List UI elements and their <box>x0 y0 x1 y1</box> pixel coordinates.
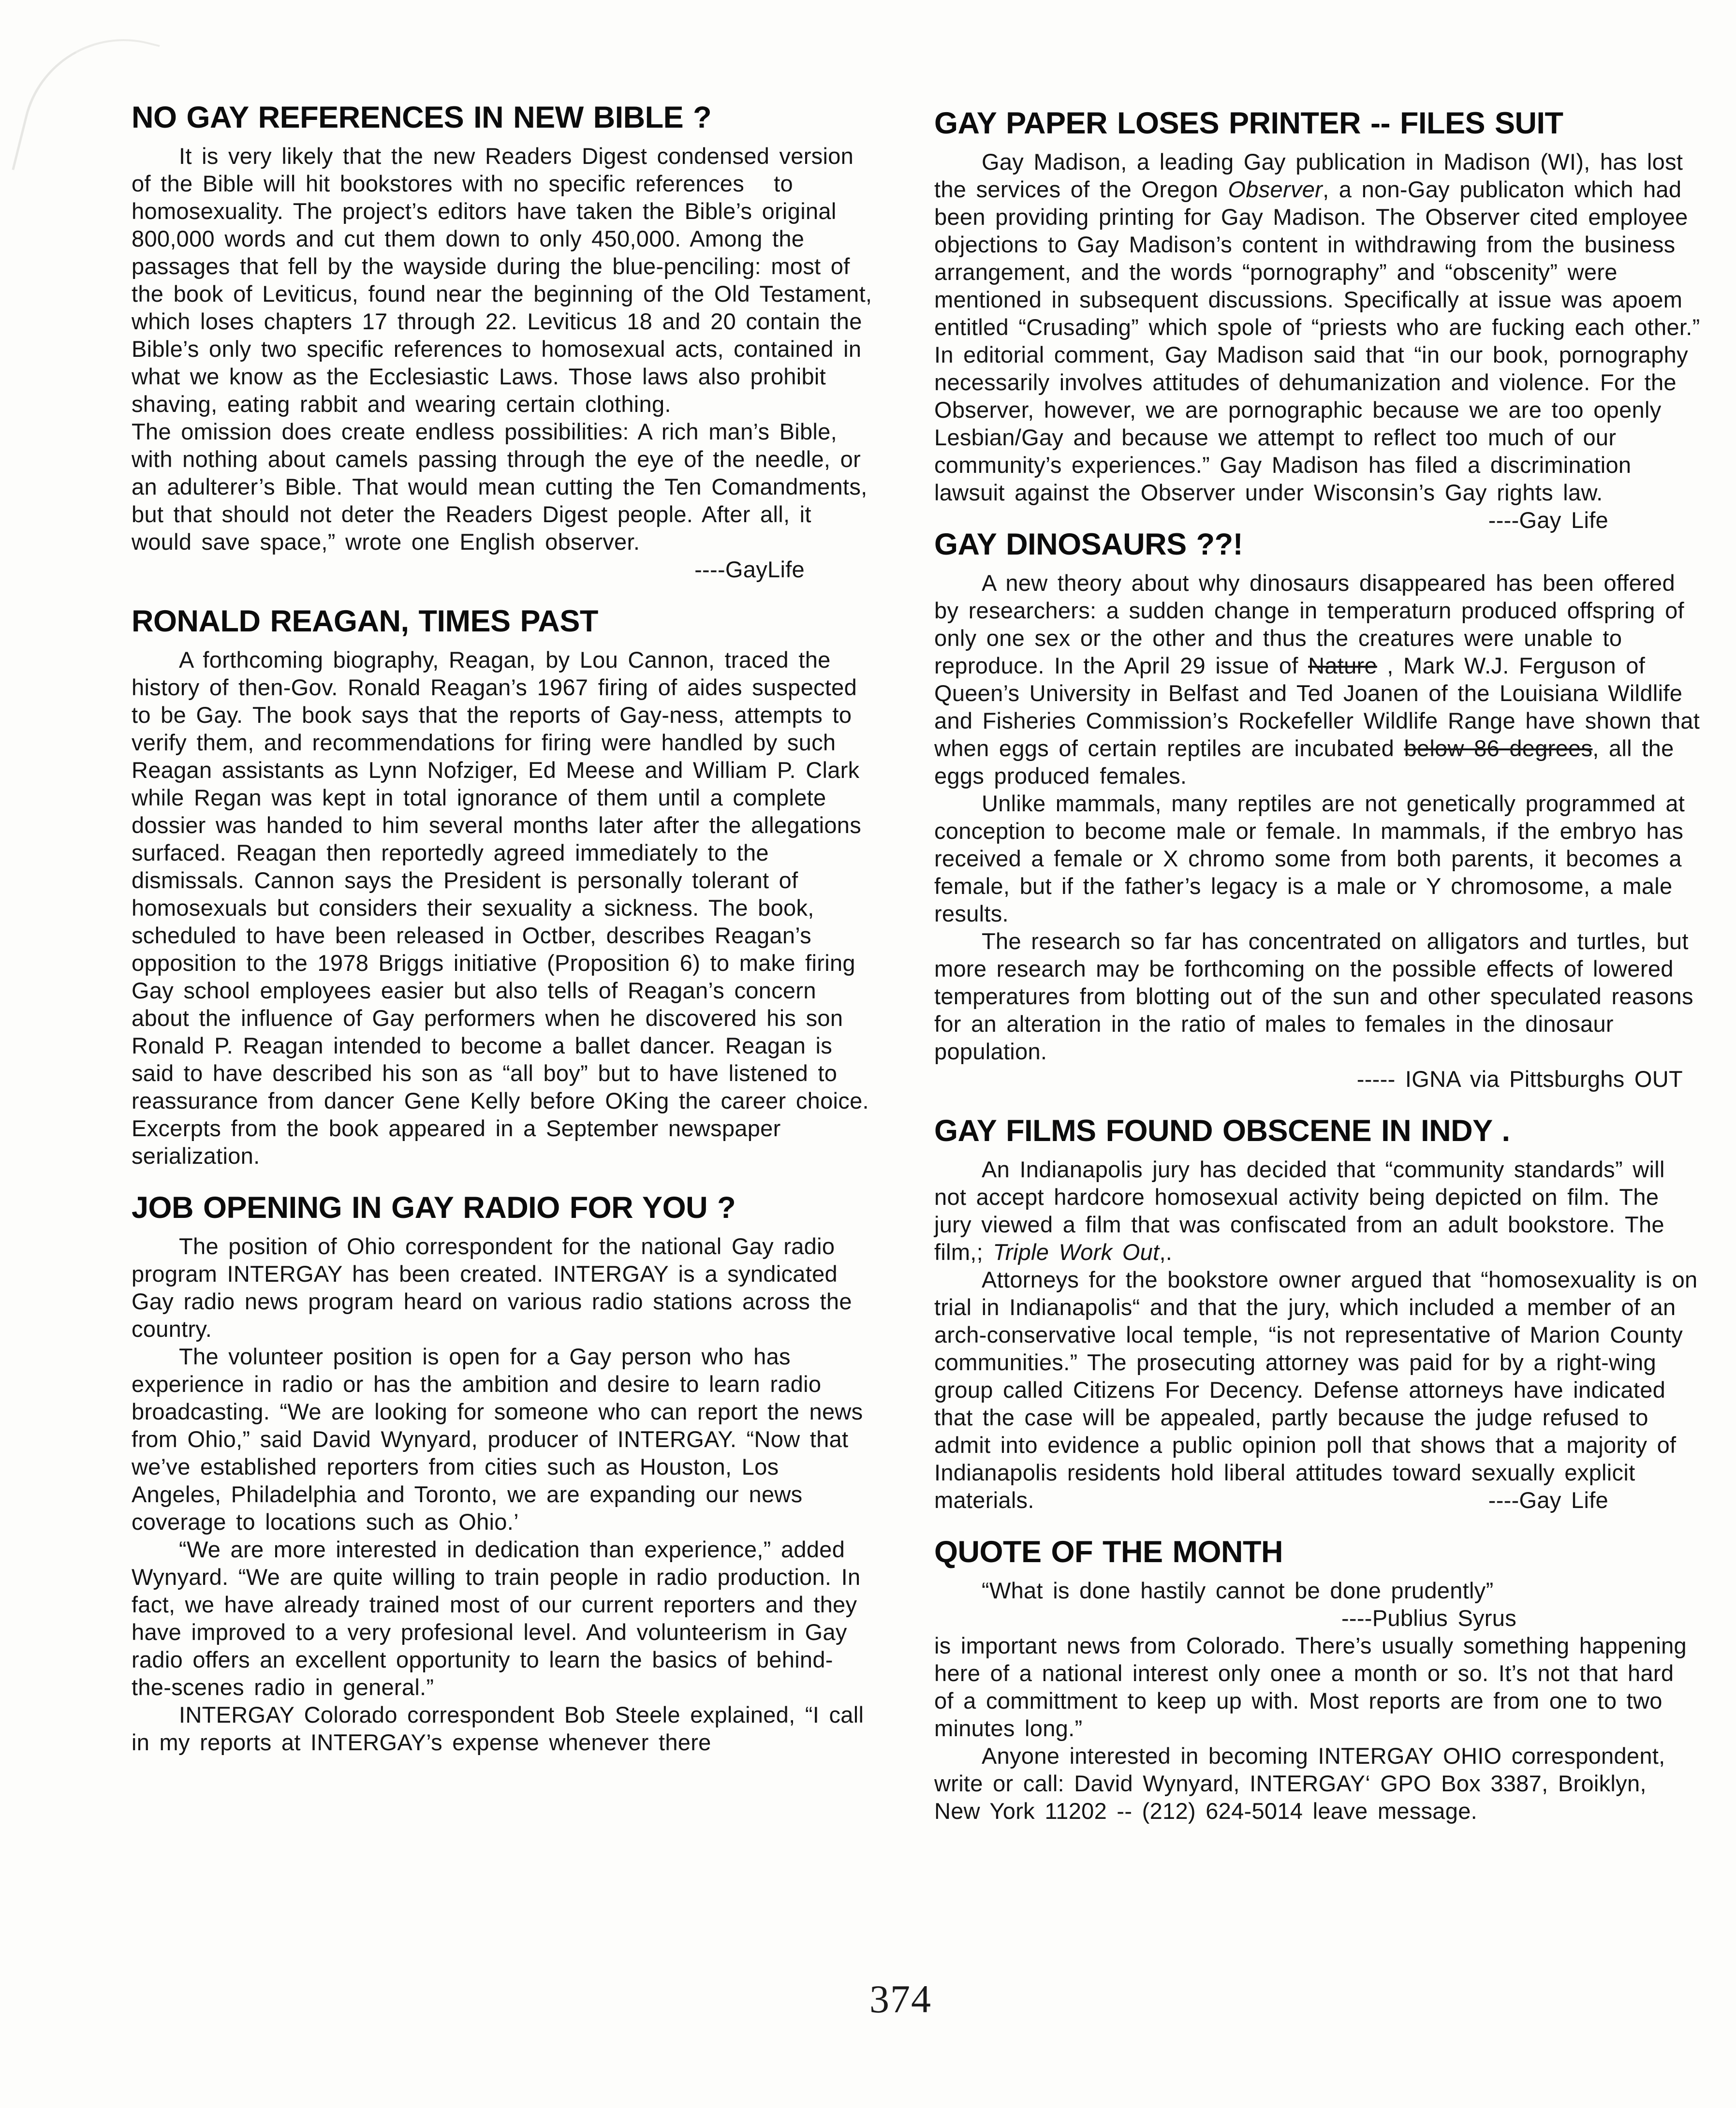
text-segment: Observer <box>1228 176 1323 202</box>
text-segment: ----- IGNA via Pittsburghs OUT <box>1356 1066 1683 1092</box>
paragraph <box>132 1701 872 1756</box>
text-segment: , Mark W.J. Ferguson of Queen’s University in Belfast and Ted Joanen of the Louisiana Wildlife and Fisheries Commission’s Rockefeller Wildlife Range have shown that when eggs of certain reptiles are incubated <box>934 653 1700 761</box>
paragraph <box>934 1632 1700 1742</box>
article <box>132 604 872 1170</box>
text-segment: Nature <box>1308 653 1377 678</box>
page-number: 374 <box>869 1977 932 2021</box>
text-segment: Gay Madison, a leading Gay publication in Madison (WI), has lost the services of the Oregon <box>934 149 1683 202</box>
text-segment: A new theory about why dinosaurs disappeared has been offered by researchers: a sudden change in temperaturn produced offspring of only one sex or the other and thus the creatures were unable to reproduce. In the April 29 issue of <box>934 570 1684 678</box>
paragraph <box>132 1232 872 1343</box>
text-segment: Unlike mammals, many reptiles are not genetically programmed at conception to become male or female. In mammals, if the embryo has received a female or X chromo some from both parents, it becomes a female, but if the father’s legacy is a male or Y chromosome, a male results. <box>934 790 1685 926</box>
text-segment: INTERGAY Colorado correspondent Bob Steele explained, “I call in my reports at INTERGAY’s expense whenever there <box>132 1702 864 1755</box>
byline: ----Gay Life <box>1488 1487 1608 1513</box>
paragraph <box>132 646 872 1170</box>
paragraph <box>934 1742 1700 1825</box>
article-title: JOB OPENING IN GAY RADIO FOR YOU ? <box>132 1191 736 1225</box>
text-segment: below 86 degrees <box>1404 735 1593 761</box>
article-title: RONALD REAGAN, TIMES PAST <box>132 604 598 638</box>
article-title: GAY DINOSAURS ??! <box>934 527 1243 561</box>
paragraph <box>934 1266 1700 1514</box>
article <box>934 527 1700 1093</box>
text-segment: “What is done hastily cannot be done prudently” <box>982 1578 1494 1603</box>
paragraph <box>934 790 1700 927</box>
article <box>132 101 872 583</box>
byline <box>132 556 872 583</box>
article <box>934 1535 1700 1825</box>
text-segment: The volunteer position is open for a Gay person who has experience in radio or has the ambition and desire to learn radio broadcasting. “We are looking for someone who can report the news from Ohio,” said David Wynyard, producer of INTERGAY. “Now that we’ve established reporters from cities such as Houston, Los Angeles, Philadelphia and Toronto, we are expanding our news coverage to locations such as Ohio.’ <box>132 1344 863 1535</box>
text-segment: Triple Work Out <box>993 1239 1160 1265</box>
paragraph <box>132 1536 872 1701</box>
paragraph <box>934 1577 1700 1604</box>
paragraph <box>132 1343 872 1536</box>
text-segment: The omission does create endless possibilities: A rich man’s Bible, with nothing about camels passing through the eye of the needle, or an adulterer’s Bible. That would mean cutting the Ten Comandments, but that should not deter the Readers Digest people. After all, it would save space,” wrote one English observer. <box>132 419 868 555</box>
paragraph <box>934 569 1700 790</box>
byline <box>934 1065 1700 1093</box>
article-title: NO GAY REFERENCES IN NEW BIBLE ? <box>132 101 712 134</box>
paragraph <box>934 927 1700 1065</box>
text-segment: ,. <box>1159 1239 1173 1265</box>
text-segment: Attorneys for the bookstore owner argued that “homosexuality is on trial in Indianapolis“ and that the jury, which included a member of an arch-conservative local temple, “is not representative of Marion County communities.” The prosecuting attorney was paid for by a right-wing group called Citizens For Decency. Defense attorneys have indicated that the case will be appealed, partly because the judge refused to admit into evidence a public opinion poll that shows that a majority of Indianapolis residents hold liberal attitudes toward sexually explicit materials. <box>934 1267 1698 1513</box>
text-segment: ----GayLife <box>694 556 805 582</box>
paragraph <box>132 142 872 418</box>
article-title: GAY PAPER LOSES PRINTER -- FILES SUIT <box>934 106 1563 140</box>
text-segment: Anyone interested in becoming INTERGAY OHIO correspondent, write or call: David Wynyard, INTERGAY‘ GPO Box 3387, Broiklyn, New York 11202 -- (212) 624-5014 leave message. <box>934 1743 1665 1824</box>
article-title: GAY FILMS FOUND OBSCENE IN INDY . <box>934 1114 1510 1148</box>
article <box>934 1114 1700 1514</box>
text-segment: The research so far has concentrated on alligators and turtles, but more research may be forthcoming on the possible effects of lowered temperatures from blotting out of the sun and other speculated reasons for an alteration in the ratio of males to females in the dinosaur population. <box>934 928 1693 1064</box>
column-left <box>132 101 872 1756</box>
paragraph <box>934 148 1700 533</box>
paragraph <box>132 418 872 556</box>
text-segment: ----Publius Syrus <box>1341 1605 1516 1631</box>
column-right <box>934 106 1700 1825</box>
article <box>132 1191 872 1756</box>
text-segment: A forthcoming biography, Reagan, by Lou Cannon, traced the history of then-Gov. Ronald Reagan’s 1967 firing of aides suspected to be Gay. The book says that the reports of Gay-ness, attempts to verify them, and recommendations for firing were handled by such Reagan assistants as Lynn Nofziger, Ed Meese and William P. Clark while Regan was kept in total ignorance of them until a complete dossier was handed to him several months later after the allegations surfaced. Reagan then reportedly agreed immediately to the dismissals. Cannon says the President is personally tolerant of homosexuals but considers their sexuality a sickness. The book, scheduled to have been released in Octber, describes Reagan’s opposition to the 1978 Briggs initiative (Proposition 6) to make firing Gay school employees easier but also tells of Reagan’s concern about the influence of Gay performers when he discovered his son Ronald P. Reagan intended to become a ballet dancer. Reagan is said to have described his son as “all boy” but to have listened to reassurance from dancer Gene Kelly before OKing the career choice. Excerpts from the book appeared in a September newspaper serialization. <box>132 647 869 1169</box>
text-segment: An Indianapolis jury has decided that “community standards” will not accept hardcore homosexual activity being depicted on film. The jury viewed a film that was confiscated from an adult bookstore. The film,; <box>934 1156 1665 1265</box>
byline: ----Gay Life <box>1488 507 1608 533</box>
byline <box>934 1604 1700 1632</box>
text-segment: , all the eggs produced females. <box>934 735 1674 789</box>
text-segment: “We are more interested in dedication than experience,” added Wynyard. “We are quite willing to train people in radio production. In fact, we have already trained most of our current reporters and they have improved to a very profesional level. And volunteerism in Gay radio offers an excellent opportunity to learn the basics of behind-the-scenes radio in general.” <box>132 1537 861 1700</box>
article-title: QUOTE OF THE MONTH <box>934 1535 1283 1569</box>
text-segment: is important news from Colorado. There’s usually something happening here of a national interest only onee a month or so. It’s not that hard of a committment to keep up with. Most reports are from one to two minutes long.” <box>934 1633 1687 1741</box>
article <box>934 106 1700 533</box>
text-segment: , a non-Gay publicaton which had been providing printing for Gay Madison. The Observer cited employee objections to Gay Madison’s content in withdrawing from the business arrangement, and the words “pornography” and “obscenity” were mentioned in subsequent discussions. Specifically at issue was apoem entitled “Crusading” which spole of “priests who are fucking each other.” In editorial comment, Gay Madison said that “in our book, pornography necessarily involves attitudes of dehumanization and violence. For the Observer, however, we are pornographic because we are too openly Lesbian/Gay and because we attempt to reflect too much of our community’s experiences.” Gay Madison has filed a discrimination lawsuit against the Observer under Wisconsin’s Gay rights law. <box>934 176 1700 505</box>
text-segment: The position of Ohio correspondent for the national Gay radio program INTERGAY has been created. INTERGAY is a syndicated Gay radio news program heard on various radio stations across the country. <box>132 1233 852 1342</box>
text-segment: It is very likely that the new Readers Digest condensed version of the Bible will hit bookstores with no specific references to homosexuality. The project’s editors have taken the Bible’s original 800,000 words and cut them down to only 450,000. Among the passages that fell by the wayside during the blue-penciling: most of the book of Leviticus, found near the beginning of the Old Testament, which loses chapters 17 through 22. Leviticus 18 and 20 contain the Bible’s only two specific references to homosexual acts, contained in what we know as the Ecclesiastic Laws. Those laws also prohibit shaving, eating rabbit and wearing certain clothing. <box>132 143 872 417</box>
paragraph <box>934 1156 1700 1266</box>
